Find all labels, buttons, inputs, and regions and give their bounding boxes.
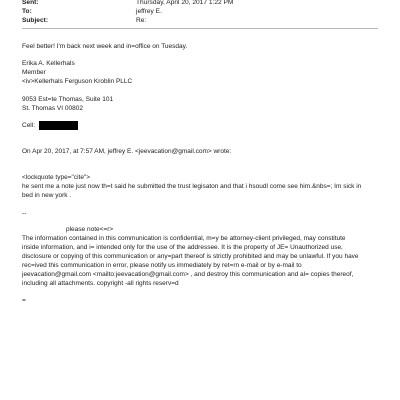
separator-line: -- (22, 210, 27, 217)
subject-value: Re: (136, 17, 147, 24)
signature-address-line1: 9053 Est=te Thomas, Suite 101 (22, 96, 114, 103)
header-divider (22, 28, 378, 29)
disclaimer-line-1: The information contained in this communication is confidential, m=y be attorney-client privileged, may constitute (22, 235, 346, 242)
signature-firm: <iv>Kellerhals Ferguson Kroblin PLLC (22, 78, 133, 85)
to-value: jeffrey E. (136, 8, 162, 15)
note-heading: please note<=r> (66, 226, 114, 233)
quote-header: On Apr 20, 2017, at 7:57 AM, jeffrey E. <jeevacation@gmail.com> wrote: (22, 148, 232, 155)
disclaimer-line-3: disclosure or copying of this communication or any=part thereof is strictly prohibited and may be unlawful. If you have (22, 253, 359, 260)
disclaimer-line-5: jeevacation@gmail.com <mailto:jeevacation@gmail.com> , and destroy this communication and al= copies thereof, (22, 271, 354, 278)
disclaimer-line-4: rec=ived this communication in error, please notify us immediately by ret=rn e-mail or by e-mail to (22, 262, 302, 269)
blockquote-tag: <lockquote type="cite"> (22, 174, 91, 181)
quoted-line-2: bed in new york . (22, 192, 72, 199)
cell-label: Cell: (22, 122, 36, 129)
quoted-line-1: he sent me a note just now th=t said he submitted the trust legisaton and that i hsoudl come see him.&nbs=; Im sick in (22, 183, 362, 190)
signature-name: Erika A. Kellerhals (22, 60, 75, 67)
to-label: To: (22, 8, 32, 15)
sent-label: Sent: (22, 0, 39, 6)
redaction-box (39, 121, 78, 130)
signature-title: Member (22, 69, 46, 76)
sent-value: Thursday, April 20, 2017 1:22 PM (136, 0, 234, 6)
end-mark: = (22, 297, 26, 304)
greeting-line: Feel better! I'm back next week and in=office on Tuesday. (22, 43, 188, 50)
signature-address-line2: St. Thomas VI 00802 (22, 105, 83, 112)
disclaimer-line-2: inside information, and i= intended only for the use of the addressee. It is the property of JE= Unauthorized use, (22, 244, 343, 251)
disclaimer-line-6: including all attachments. copyright -all rights reserv=d (22, 280, 179, 287)
subject-label: Subject: (22, 17, 49, 24)
